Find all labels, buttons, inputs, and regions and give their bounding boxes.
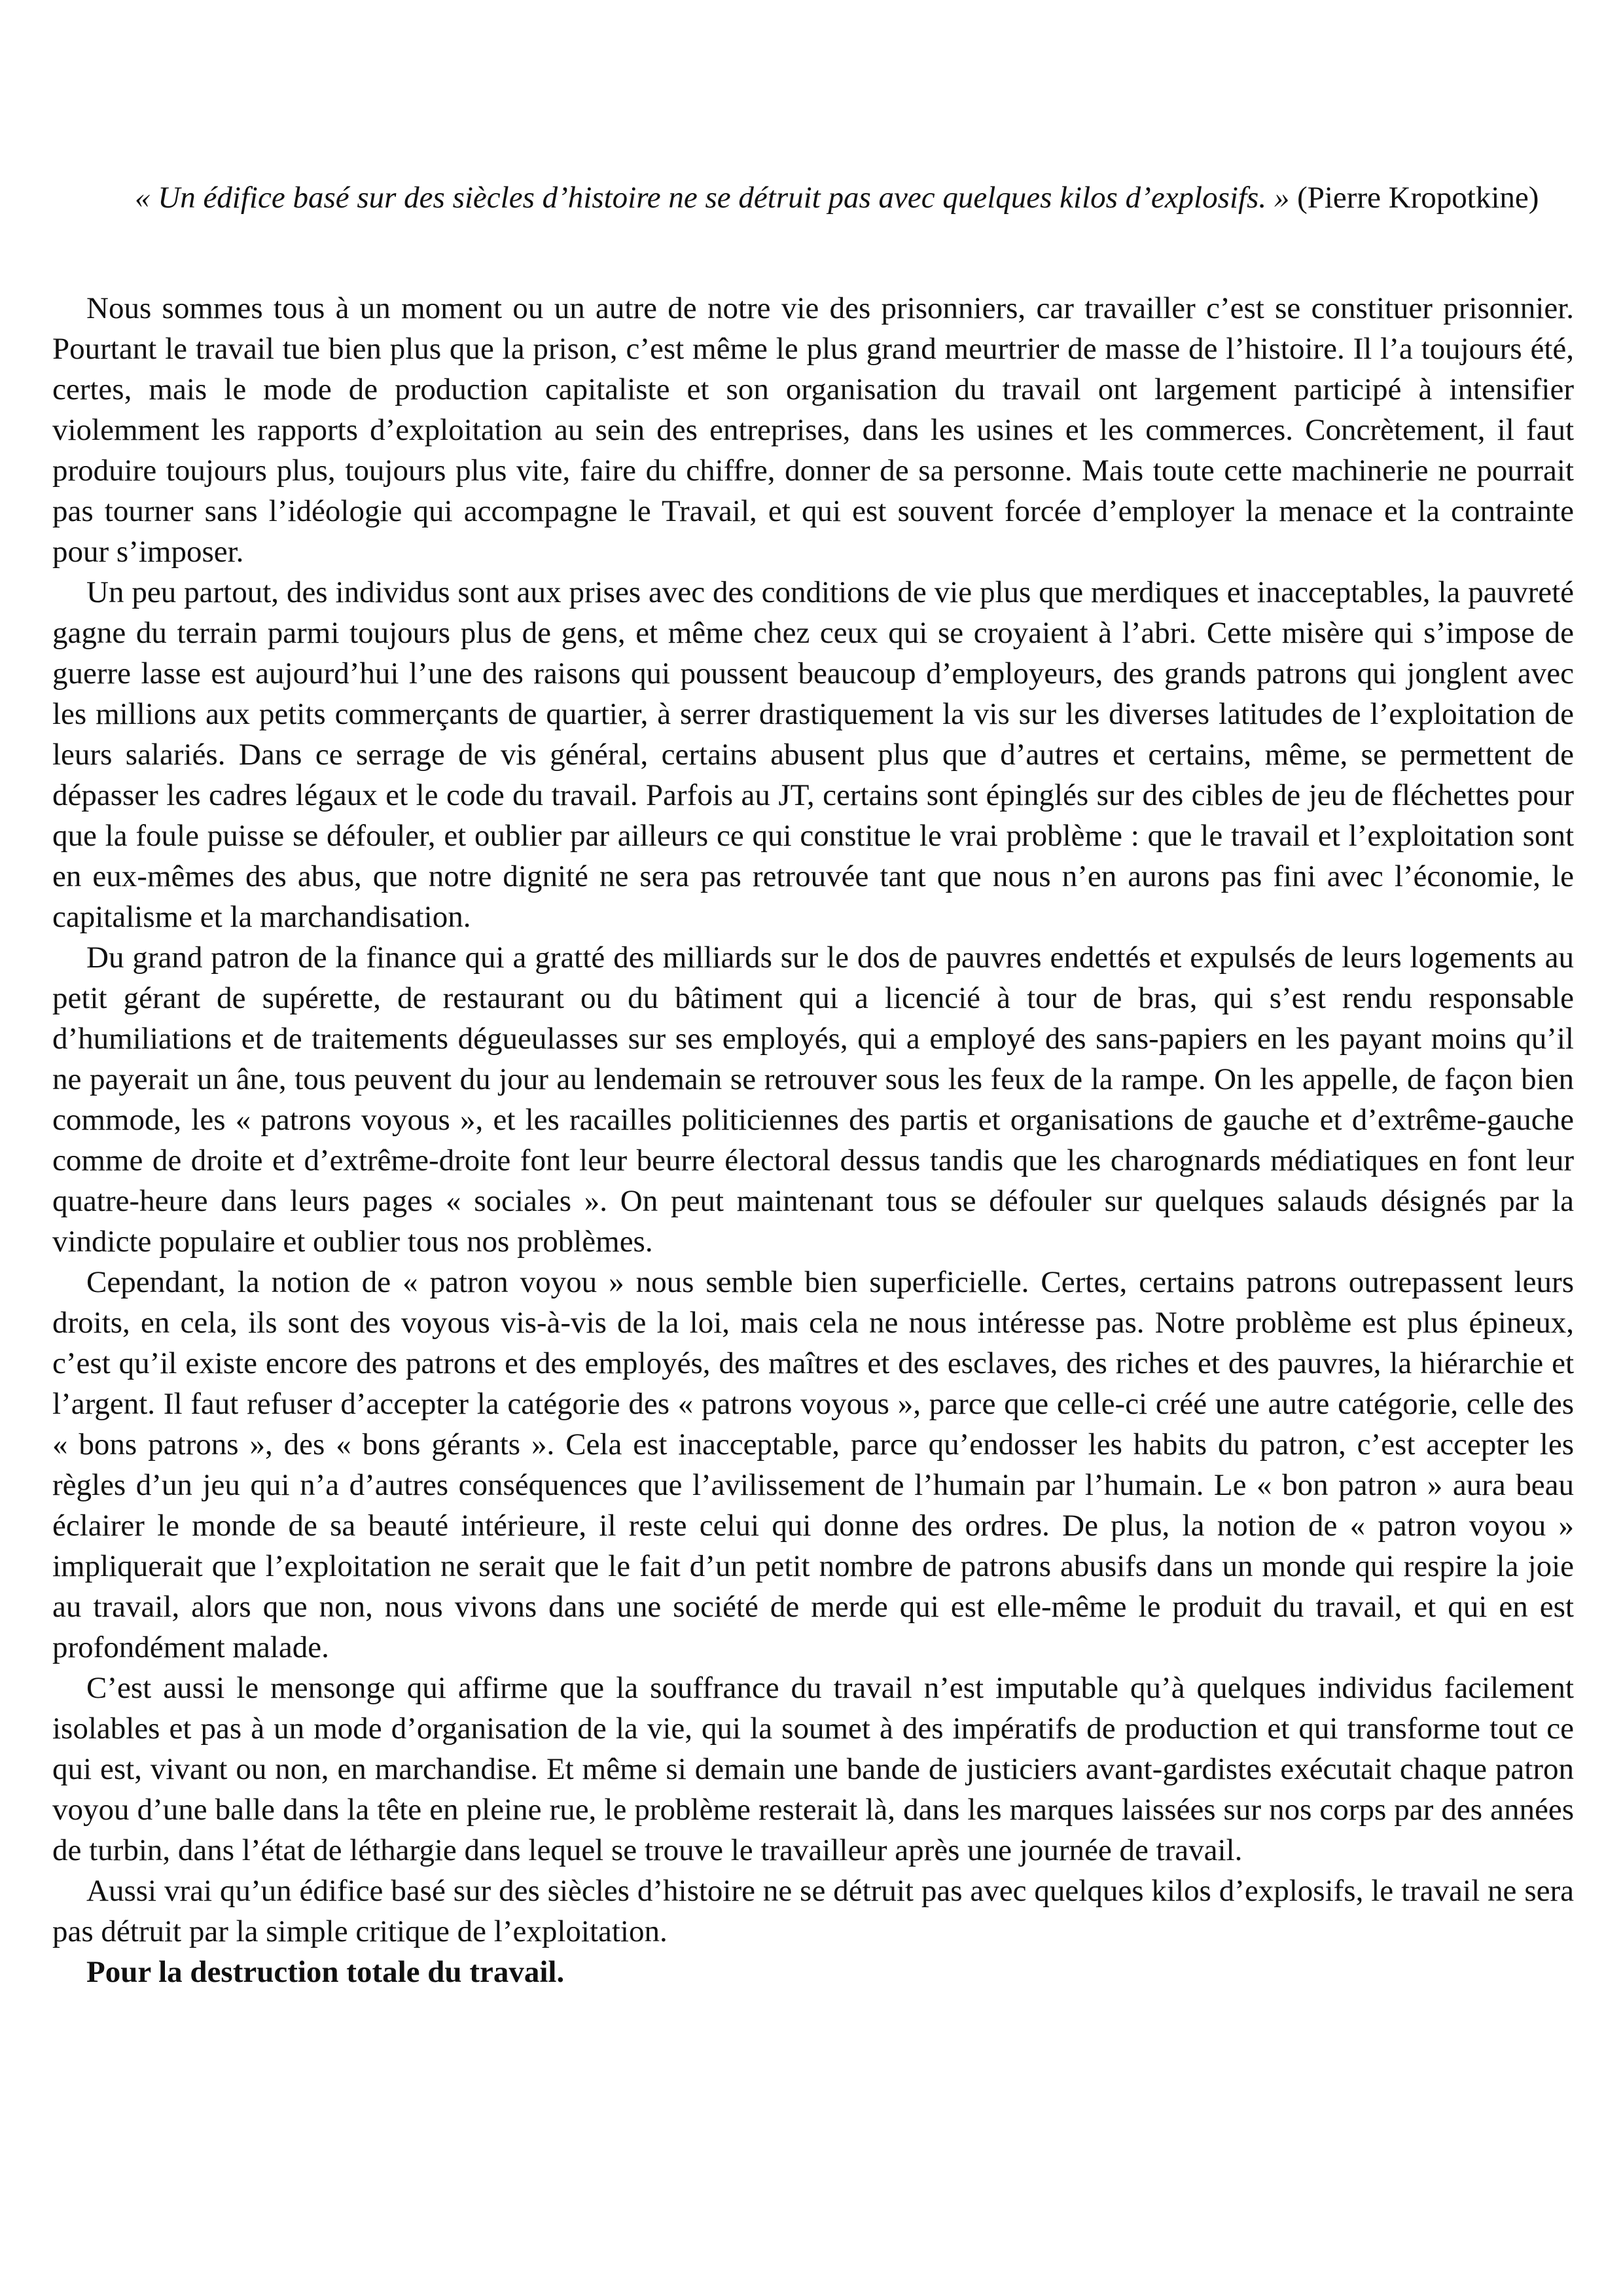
epigraph (135, 177, 1581, 219)
paragraph-3: Du grand patron de la finance qui a gratté des milliards sur le dos de pauvres endettés et expulsés de leurs logements au petit gérant de supérette, de restaurant ou du bâtiment qui a licencié à tour de bras, qui s’est rendu responsable d’humiliations et de traitements dégueulasses sur ses employés, qui a employé des sans-papiers en les payant moins qu’il ne payerait un âne, tous peuvent du jour au lendemain se retrouver sous les feux de la rampe. On les appelle, de façon bien commode, les « patrons voyous », et les racailles politiciennes des partis et organisations de gauche et d’extrême-gauche comme de droite et d’extrême-droite font leur beurre électoral dessus tandis que les charognards médiatiques en font leur quatre-heure dans leurs pages « sociales ». On peut maintenant tous se défouler sur quelques salauds désignés par la vindicte populaire et oublier tous nos problèmes. (52, 941, 1574, 1259)
paragraph-4: Cependant, la notion de « patron voyou » nous semble bien superficielle. Certes, certains patrons outrepassent leurs droits, en cela, ils sont des voyous vis-à-vis de la loi, mais cela ne nous intéresse pas. Notre problème est plus épineux, c’est qu’il existe encore des patrons et des employés, des maîtres et des esclaves, des riches et des pauvres, la hiérarchie et l’argent. Il faut refuser d’accepter la catégorie des « patrons voyous », parce que celle-ci créé une autre catégorie, celle des « bons patrons », des « bons gérants ». Cela est inacceptable, parce qu’endosser les habits du patron, c’est accepter les règles d’un jeu qui n’a d’autres conséquences que l’avilissement de l’humain par l’humain. Le « bon patron » aura beau éclairer le monde de sa beauté intérieure, il reste celui qui donne des ordres. De plus, la notion de « patron voyou » impliquerait que l’exploitation ne serait que le fait d’un petit nombre de patrons abusifs dans un monde qui respire la joie au travail, alors que non, nous vivons dans une société de merde qui est elle-même le produit du travail, et qui en est profondément malade. (52, 1265, 1574, 1664)
closing-statement: Pour la destruction totale du travail. (86, 1955, 565, 1989)
paragraph-1: Nous sommes tous à un moment ou un autre de notre vie des prisonniers, car travailler c’est se constituer prisonnier. Pourtant le travail tue bien plus que la prison, c’est même le plus grand meurtrier de masse de l’histoire. Il l’a toujours été, certes, mais le mode de production capitaliste et son organisation du travail ont largement participé à intensifier violemment les rapports d’exploitation au sein des entreprises, dans les usines et les commerces. Concrètement, il faut produire toujours plus, toujours plus vite, faire du chiffre, donner de sa personne. Mais toute cette machinerie ne pourrait pas tourner sans l’idéologie qui accompagne le Travail, et qui est souvent forcée d’employer la menace et la contrainte pour s’imposer. (52, 291, 1574, 569)
paragraph-5: C’est aussi le mensonge qui affirme que la souffrance du travail n’est imputable qu’à quelques individus facilement isolables et pas à un mode d’organisation de la vie, qui la soumet à des impératifs de production et qui transforme tout ce qui est, vivant ou non, en marchandise. Et même si demain une bande de justiciers avant-gardistes exécutait chaque patron voyou d’une balle dans la tête en pleine rue, le problème resterait là, dans les marques laissées sur nos corps par des années de turbin, dans l’état de léthargie dans lequel se trouve le travailleur après une journée de travail. (52, 1671, 1574, 1867)
paragraph-2: Un peu partout, des individus sont aux prises avec des conditions de vie plus que merdiques et inacceptables, la pauvreté gagne du terrain parmi toujours plus de gens, et même chez ceux qui se croyaient à l’abri. Cette misère qui s’impose de guerre lasse est aujourd’hui l’une des raisons qui poussent beaucoup d’employeurs, des grands patrons qui jonglent avec les millions aux petits commerçants de quartier, à serrer drastiquement la vis sur les diverses latitudes de l’exploitation de leurs salariés. Dans ce serrage de vis général, certains abusent plus que d’autres et certains, même, se permettent de dépasser les cadres légaux et le code du travail. Parfois au JT, certains sont épinglés sur des cibles de jeu de fléchettes pour que la foule puisse se défouler, et oublier par ailleurs ce qui constitue le vrai problème : que le travail et l’exploitation sont en eux-mêmes des abus, que notre dignité ne sera pas retrouvée tant que nous n’en aurons pas fini avec l’économie, le capitalisme et la marchandisation. (52, 575, 1574, 934)
paragraph-6: Aussi vrai qu’un édifice basé sur des siècles d’histoire ne se détruit pas avec quelques kilos d’explosifs, le travail ne sera pas détruit par la simple critique de l’exploitation. (52, 1874, 1574, 1948)
article-body (52, 288, 1574, 1992)
epigraph-quote: « Un édifice basé sur des siècles d’histoire ne se détruit pas avec quelques kilos d’explosifs. » (135, 181, 1290, 215)
epigraph-attribution: (Pierre Kropotkine) (1297, 181, 1539, 215)
